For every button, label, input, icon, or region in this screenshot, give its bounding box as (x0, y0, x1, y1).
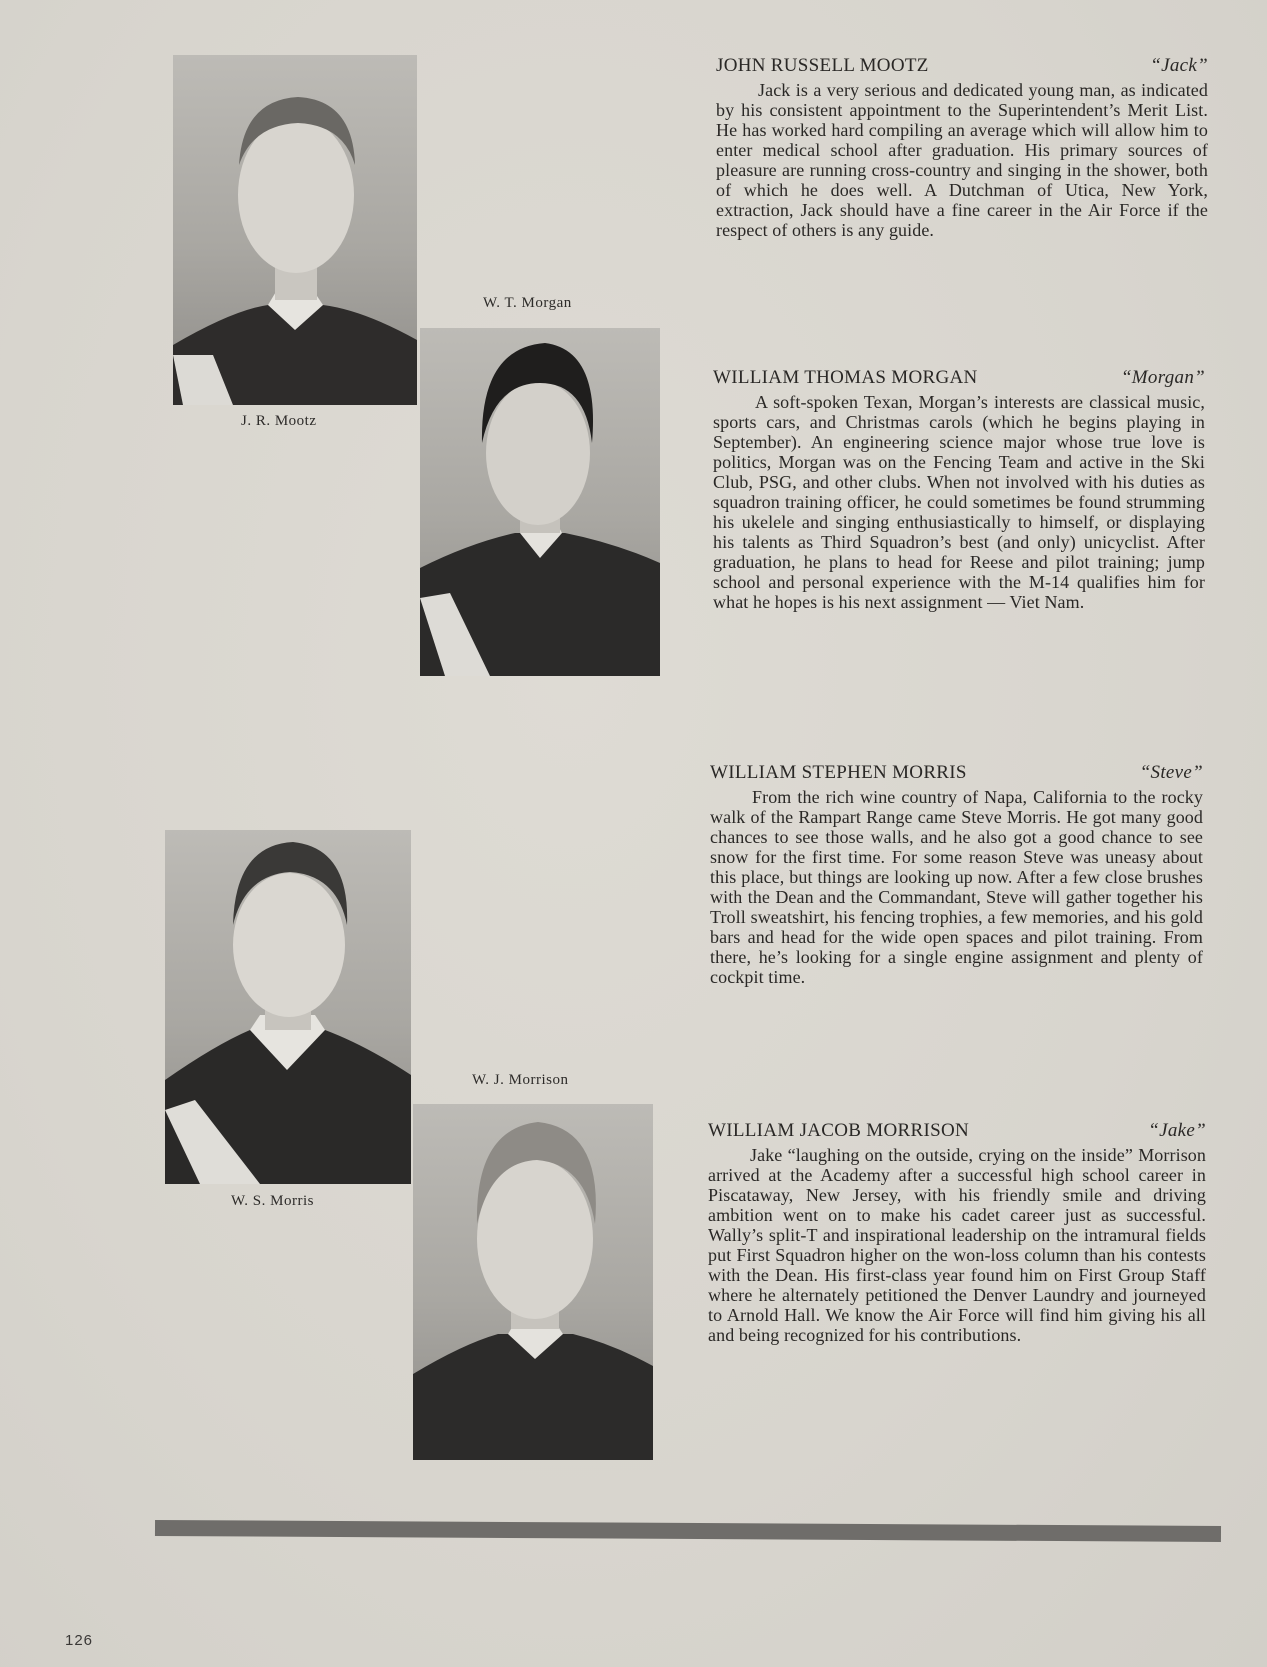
cadet-name: JOHN RUSSELL MOOTZ (716, 55, 929, 76)
biography-entry (710, 762, 1203, 987)
portrait-illustration (165, 830, 411, 1184)
portrait-caption-morgan: W. T. Morgan (483, 295, 572, 311)
entry-header (713, 367, 1205, 389)
portrait-caption-morris: W. S. Morris (231, 1193, 314, 1209)
cadet-nickname: “Steve” (1139, 762, 1203, 783)
portrait-illustration (173, 55, 417, 405)
biography-entry (708, 1120, 1206, 1345)
cadet-biography: A soft-spoken Texan, Morgan’s interests are classical music, sports cars, and Christmas carols (which he begins playing in September). An engineering science major whose true love is politics, Morgan was on the Fencing Team and active in the Ski Club, PSG, and other clubs. When not involved with his duties as squadron training officer, he could sometimes be found strumming his ukelele and singing enthusiastically to himself, or displaying his talents as Third Squadron’s best (and only) unicyclist. After graduation, he plans to head for Reese and pilot training; jump school and personal experience with the M-14 qualifies him for what he hopes is his next assignment — Viet Nam. (713, 392, 1205, 612)
portrait-photo-mootz (173, 55, 417, 405)
portrait-caption-mootz: J. R. Mootz (241, 413, 317, 429)
entry-header (708, 1120, 1206, 1142)
portrait-photo-morgan (420, 328, 660, 676)
cadet-biography: Jake “laughing on the outside, crying on the inside” Morrison arrived at the Academy after a successful high school career in Piscataway, New Jersey, with his friendly smile and driving ambition went on to make his cadet career just as successful. Wally’s split-T and inspirational leadership on the intramural fields put First Squadron higher on the won-loss column than his contests with the Dean. His first-class year found him on First Group Staff where he alternately petitioned the Denver Laundry and journeyed to Arnold Hall. We know the Air Force will find him giving his all and being recognized for his contributions. (708, 1145, 1206, 1345)
entry-header (710, 762, 1203, 784)
cadet-biography: From the rich wine country of Napa, California to the rocky walk of the Rampart Range came Steve Morris. He got many good chances to see those walls, and he also got a good chance to see snow for the first time. For some reason Steve was uneasy about this place, but things are looking up now. After a few close brushes with the Dean and the Commandant, Steve will gather together his Troll sweatshirt, his fencing trophies, a few memories, and his gold bars and head for the wide open spaces and pilot training. From there, he’s looking for a single engine assignment and plenty of cockpit time. (710, 787, 1203, 987)
page-number: 126 (65, 1632, 94, 1649)
portrait-photo-morris (165, 830, 411, 1184)
cadet-nickname: “Jake” (1148, 1120, 1206, 1141)
cadet-biography: Jack is a very serious and dedicated young man, as indicated by his consistent appointment to the Superintendent’s Merit List. He has worked hard compiling an average which will allow him to enter medical school after graduation. His primary sources of pleasure are running cross-country and singing in the shower, both of which he does well. A Dutchman of Utica, New York, extraction, Jack should have a fine career in the Air Force if the respect of others is any guide. (716, 80, 1208, 240)
footer-rule (155, 1520, 1221, 1542)
portrait-photo-morrison (413, 1104, 653, 1460)
portrait-illustration (420, 328, 660, 676)
entry-header (716, 55, 1208, 77)
cadet-name: WILLIAM THOMAS MORGAN (713, 367, 978, 388)
cadet-nickname: “Jack” (1150, 55, 1208, 76)
biography-entry (716, 55, 1208, 240)
biography-entry (713, 367, 1205, 612)
portrait-illustration (413, 1104, 653, 1460)
portrait-caption-morrison: W. J. Morrison (472, 1072, 569, 1088)
cadet-name: WILLIAM STEPHEN MORRIS (710, 762, 967, 783)
cadet-nickname: “Morgan” (1120, 367, 1205, 388)
cadet-name: WILLIAM JACOB MORRISON (708, 1120, 969, 1141)
